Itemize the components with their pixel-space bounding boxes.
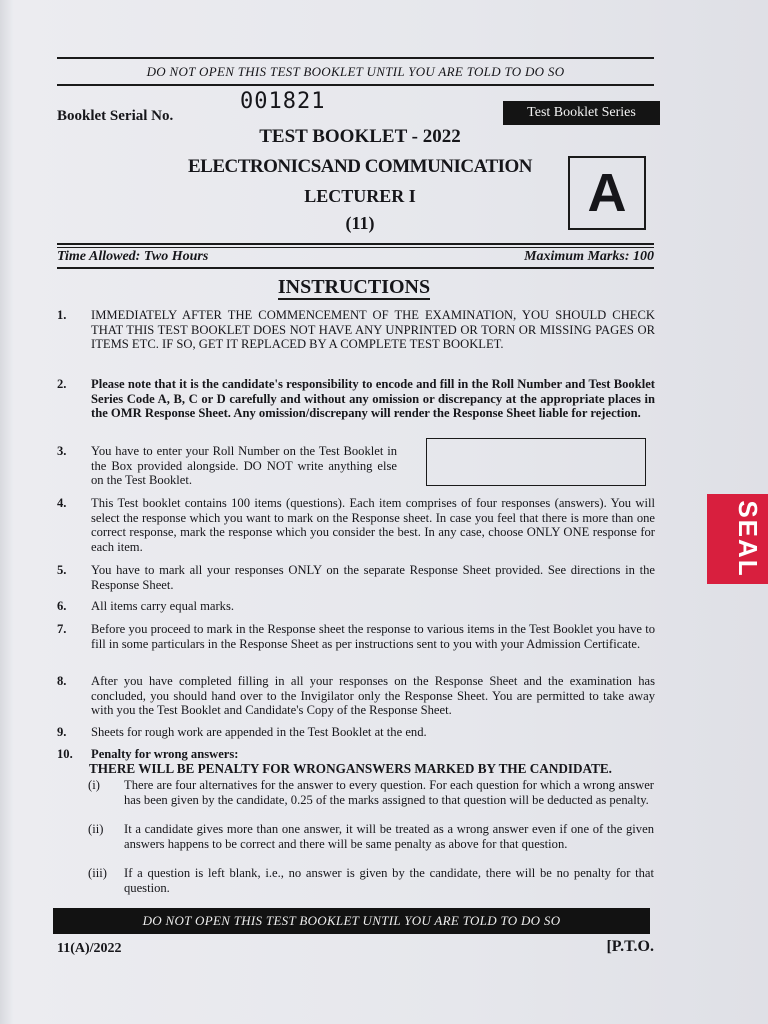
item-number: 3. [57,444,67,458]
instructions-heading-text: INSTRUCTIONS [277,276,431,298]
top-rule-lower [57,84,654,86]
time-rule-top [57,243,654,245]
item-number: 5. [57,563,67,577]
instruction-item [57,563,655,593]
penalty-item-number: (i) [88,778,100,792]
item-number: 1. [57,308,67,322]
item-text: After you have completed filling in all your responses on the Response Sheet and the examination has concluded, you should hand over to the Invigilator only the Response Sheet. You are permitted to take away with you the Test Booklet and Candidate's Copy of the Response Sheet. [91,674,655,718]
top-banner: DO NOT OPEN THIS TEST BOOKLET UNTIL YOU ARE TOLD TO DO SO [146,64,565,79]
item-number: 9. [57,725,67,739]
instruction-item [57,725,655,741]
item-number: 4. [57,496,67,510]
footer-pto: [P.T.O. [606,938,654,955]
item-number: 7. [57,622,67,636]
item-text: IMMEDIATELY AFTER THE COMMENCEMENT OF THE EXAMINATION, YOU SHOULD CHECK THAT THIS TEST BOOKLET DOES NOT HAVE ANY UNPRINTED OR TORN OR MISSING PAGES OR ITEMS ETC. IF SO, GET IT REPLACED BY A COMPLETE TEST BOOKLET. [91,308,655,352]
instruction-item [57,674,655,720]
item-text: You have to mark all your responses ONLY on the separate Response Sheet provided. See directions in the Response Sheet. [91,563,655,592]
maximum-marks: Maximum Marks: 100 [524,249,654,264]
penalty-subtitle: THERE WILL BE PENALTY FOR WRONGANSWERS MARKED BY THE CANDIDATE. [89,761,612,776]
time-rule-bottom [57,267,654,269]
penalty-item-text: If a question is left blank, i.e., no answer is given by the candidate, there will be no penalty for that question. [124,866,654,895]
penalty-item-number: (ii) [88,822,104,836]
instruction-item [57,377,655,437]
roll-number-box[interactable] [426,438,646,486]
bottom-banner: DO NOT OPEN THIS TEST BOOKLET UNTIL YOU ARE TOLD TO DO SO [53,908,650,934]
item-text: Before you proceed to mark in the Response sheet the response to various items in the Test Booklet you have to fill in some particulars in the Response Sheet as per instructions sent to you with your Admission Certificate. [91,622,655,651]
item-text: Sheets for rough work are appended in the Test Booklet at the end. [91,725,427,739]
paper-code: (11) [345,213,375,233]
instruction-item [57,496,655,556]
time-allowed: Time Allowed: Two Hours [57,249,209,264]
booklet-serial-label: Booklet Serial No. [57,108,174,124]
subject-title: ELECTRONICSAND COMMUNICATION [187,156,533,177]
post-title: LECTURER I [304,186,416,206]
item-text: You have to enter your Roll Number on the Test Booklet in the Box provided alongside. DO NOT write anything else on the Test Booklet. [91,444,397,488]
item-text: Please note that it is the candidate's responsibility to encode and fill in the Roll Number and Test Booklet Series Code A, B, C or D carefully and without any omission or discrepancy at the appropriate places in the OMR Response Sheet. Any omission/discrepany will render the Response Sheet liable for rejection. [91,377,655,421]
footer-pto-text: P.T.O. [611,938,654,955]
item-text: All items carry equal marks. [91,599,235,613]
seal-tab [707,494,768,584]
test-booklet-series-label: Test Booklet Series [503,101,660,125]
time-rule-top-thin [57,247,654,248]
item-number: 2. [57,377,67,391]
series-code-box: A [568,156,646,230]
booklet-serial-number: 001821 [240,89,326,114]
booklet-title: TEST BOOKLET - 2022 [259,126,461,147]
item-number: 8. [57,674,67,688]
penalty-item [88,866,654,898]
item-text: Penalty for wrong answers: [91,747,239,761]
instructions-heading [200,276,508,299]
penalty-item [88,822,654,868]
item-number: 10. [57,747,73,761]
footer-code: 11(A)/2022 [57,941,122,956]
penalty-item [88,778,654,824]
instruction-item [57,308,655,368]
top-rule [57,57,654,59]
item-text: This Test booklet contains 100 items (questions). Each item comprises of four responses (answers). You will select the response which you want to mark on the Response sheet. In case you feel that there is more than one correct response, mark the response which you consider the best. In any case, choose ONLY ONE response for each item. [91,496,655,554]
instruction-item [57,622,655,668]
instruction-item [57,599,655,615]
instruction-item [57,444,397,488]
item-number: 6. [57,599,67,613]
penalty-item-number: (iii) [88,866,107,880]
penalty-item-text: There are four alternatives for the answer to every question. For each question for which a wrong answer has been given by the candidate, 0.25 of the marks assigned to that question will be deducted as penalty. [124,778,654,807]
penalty-item-text: It a candidate gives more than one answer, it will be treated as a wrong answer even if one of the given answers happens to be correct and there will be same penalty as above for that question. [124,822,654,851]
seal-text: SEAL [733,500,763,578]
page-edge [0,0,14,1024]
